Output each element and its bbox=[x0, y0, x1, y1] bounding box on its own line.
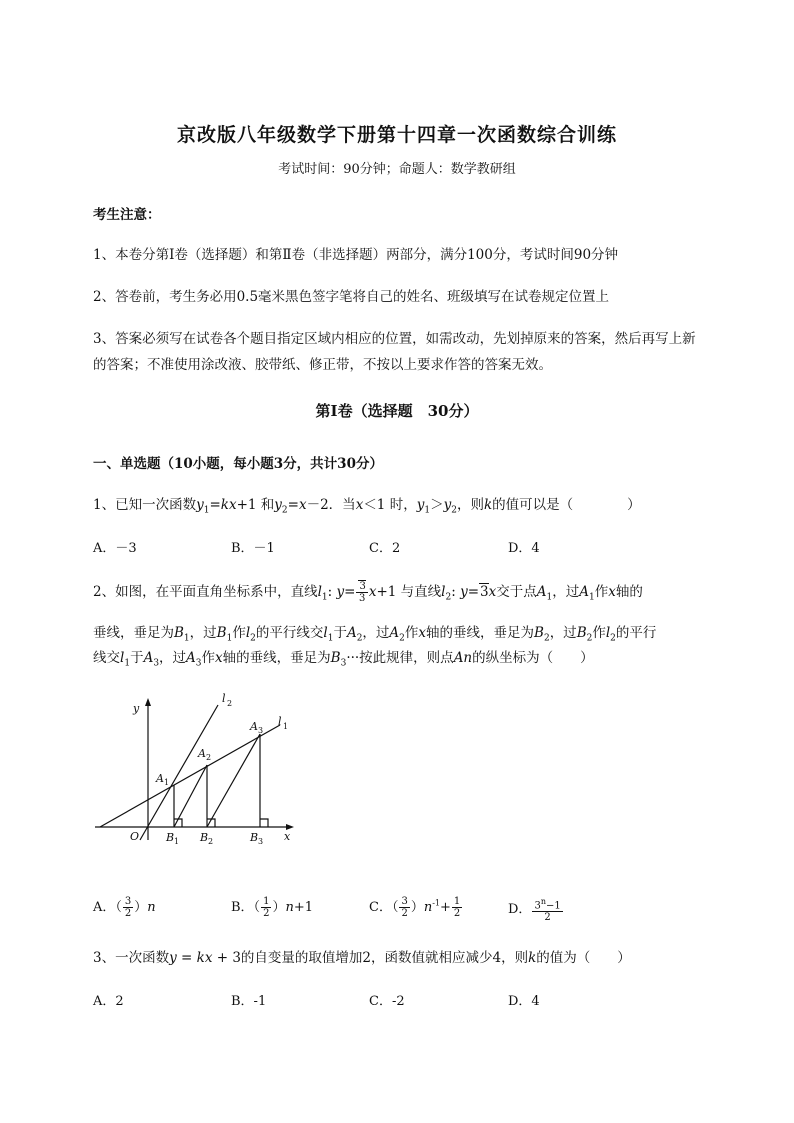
q3-option-b[interactable]: B．-1 bbox=[231, 994, 267, 1009]
q2-option-c[interactable]: C．（ $\frac{3}{2}$ ）$n^{-1}+$ $\frac{1}{2}$ bbox=[369, 896, 461, 919]
b2-label: B bbox=[200, 831, 209, 844]
q1-option-b[interactable]: B．－1 bbox=[231, 541, 275, 556]
question-3: 3、一次函数y = kx + 3的自变量的取值增加2，函数值就相应减少4，则k的值为（ ） bbox=[93, 950, 631, 966]
l1-label: l bbox=[278, 715, 282, 728]
y-axis-arrow bbox=[145, 698, 151, 706]
q1-option-c[interactable]: C．2 bbox=[369, 541, 401, 556]
b3-label: B bbox=[250, 831, 259, 844]
notice-item-3-cont: 的答案；不准使用涂改液、胶带纸、修正带，不按以上要求作答的答案无效。 bbox=[93, 357, 552, 373]
q3-option-a[interactable]: A．2 bbox=[93, 994, 124, 1009]
q3-option-c[interactable]: C．-2 bbox=[369, 994, 405, 1009]
l2-label: l bbox=[222, 692, 226, 705]
svg-text:2: 2 bbox=[208, 837, 214, 846]
question-2-line-1: 2、如图，在平面直角坐标系中，直线$l_1$: y= $\frac{3}{3}$ x+1 与直线$l_2$: y=3x交于点$A_1$，过$A_1$作x轴的 bbox=[93, 581, 643, 604]
line-l1 bbox=[100, 725, 280, 827]
q2-figure bbox=[90, 690, 305, 850]
notice-heading: 考生注意： bbox=[93, 207, 161, 223]
question-1: 1、已知一次函数$y_1=kx+1$ 和$y_2=x-2$．当x＜1 时，$y_1>y_2$，则k的值可以是（ ） bbox=[93, 497, 641, 516]
svg-text:2: 2 bbox=[206, 753, 212, 762]
a2-label: A bbox=[198, 747, 206, 760]
section-title: 第I卷（选择题 30分） bbox=[315, 402, 479, 420]
q1-option-a[interactable]: A．－3 bbox=[93, 541, 137, 556]
origin-label: O bbox=[130, 830, 140, 843]
q3-option-d[interactable]: D．4 bbox=[508, 994, 540, 1009]
q1-option-d[interactable]: D．4 bbox=[508, 541, 540, 556]
q2-option-b[interactable]: B．（ $\frac{1}{2}$ ）n+1 bbox=[231, 896, 313, 919]
svg-text:3: 3 bbox=[258, 837, 264, 846]
svg-text:1: 1 bbox=[283, 722, 289, 731]
svg-text:2: 2 bbox=[227, 699, 233, 708]
a1-label: A bbox=[156, 772, 164, 785]
notice-item-2: 2、答卷前，考生务必用0.5毫米黑色签字笔将自己的姓名、班级填写在试卷规定位置上 bbox=[93, 289, 610, 305]
part-heading: 一、单选题（10小题，每小题3分，共计30分） bbox=[93, 456, 383, 472]
q2-option-a[interactable]: A．（ $\frac{3}{2}$ ）n bbox=[93, 896, 156, 919]
page-subtitle: 考试时间：90分钟；命题人：数学教研组 bbox=[278, 162, 516, 177]
y-axis-label: y bbox=[133, 702, 140, 715]
line-l2 bbox=[140, 705, 218, 840]
page-title: 京改版八年级数学下册第十四章一次函数综合训练 bbox=[176, 124, 617, 146]
b1-label: B bbox=[166, 831, 175, 844]
question-2-line-2: 垂线，垂足为$B_1$，过$B_1$作$l_2$的平行线交$l_1$于$A_2$，过$A_2$作x轴的垂线，垂足为$B_2$，过$B_2$作$l_2$的平行 bbox=[93, 625, 657, 644]
svg-text:1: 1 bbox=[174, 837, 180, 846]
svg-text:3: 3 bbox=[258, 726, 264, 735]
notice-item-3: 3、答案必须写在试卷各个题目指定区域内相应的位置，如需改动，先划掉原来的答案，然后再写上新 bbox=[93, 331, 696, 347]
notice-item-1: 1、本卷分第I卷（选择题）和第Ⅱ卷（非选择题）两部分，满分100分，考试时间90分钟 bbox=[93, 247, 619, 263]
x-axis-label: x bbox=[284, 830, 291, 843]
q2-option-d[interactable]: D． $\frac{3^n-1}{2}$ bbox=[508, 897, 561, 924]
question-2-line-3: 线交$l_1$于$A_3$，过$A_3$作x轴的垂线，垂足为$B_3\cdot\cdot\cdot$按此规律，则点An的纵坐标为（ ） bbox=[93, 650, 594, 669]
a3-label: A bbox=[250, 720, 258, 733]
svg-text:1: 1 bbox=[164, 778, 170, 787]
